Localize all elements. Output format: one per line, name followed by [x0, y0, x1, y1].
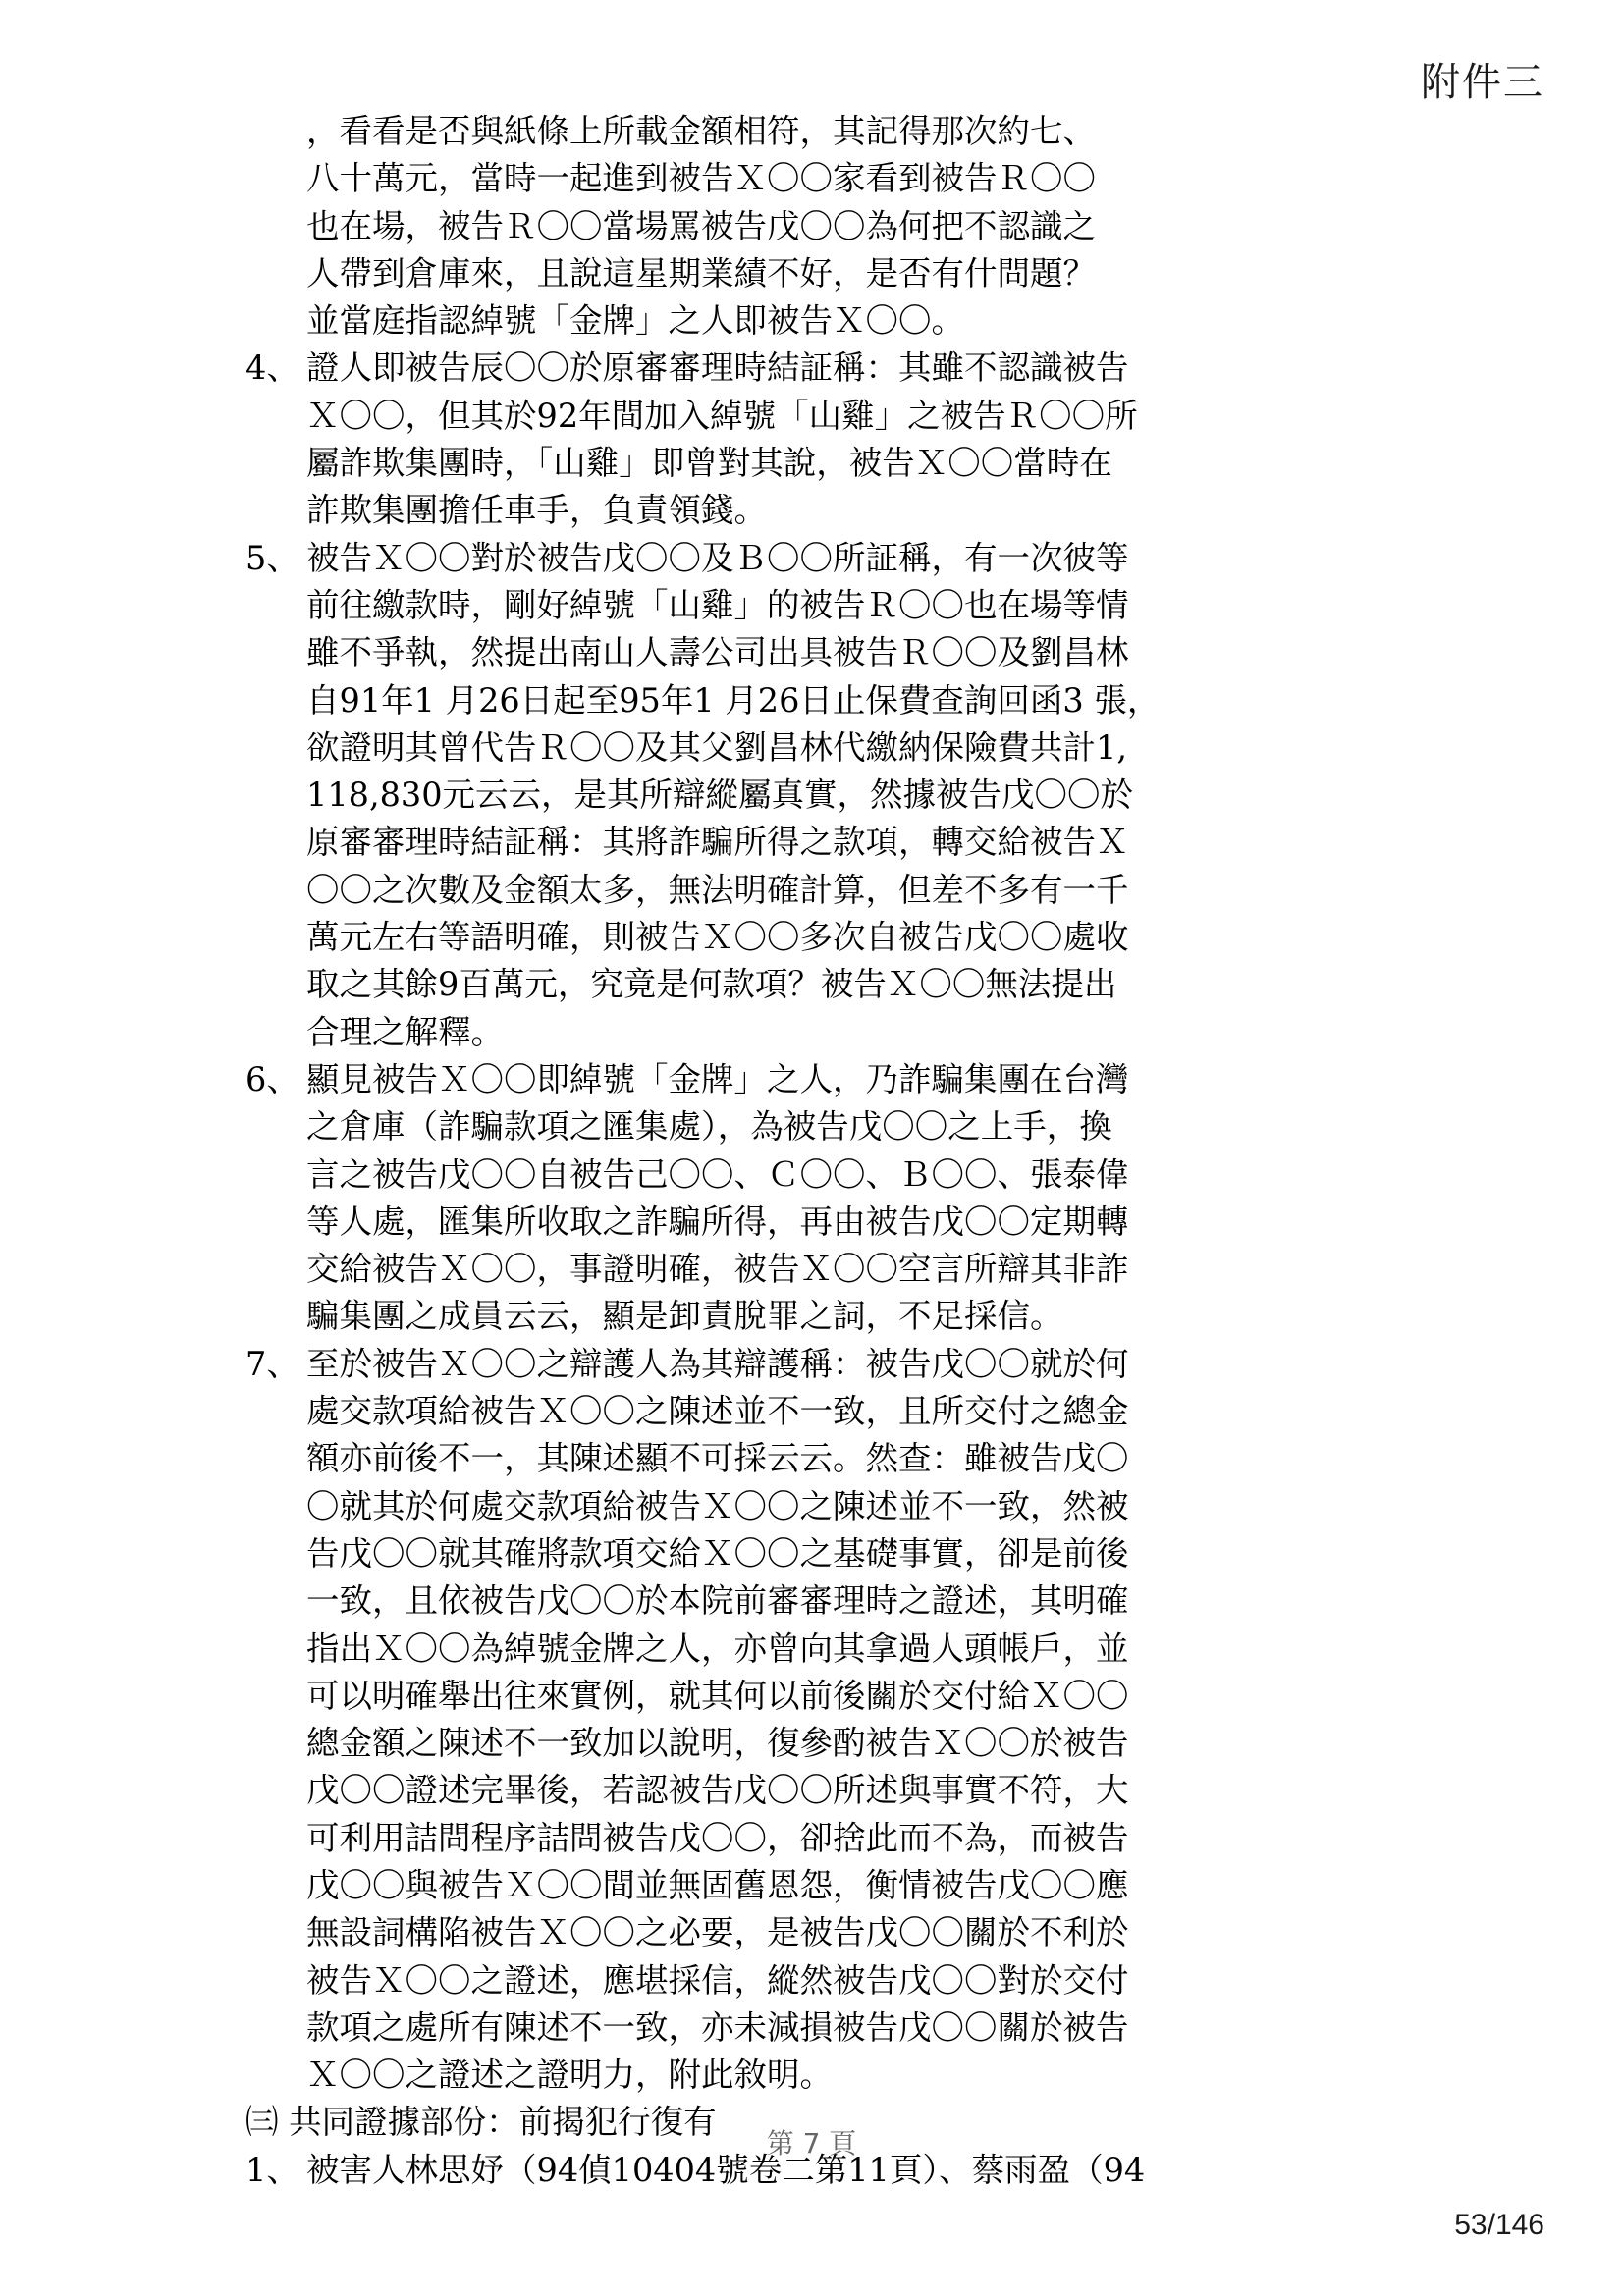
text-line: 交給被告Ｘ〇〇，事證明確，被告Ｘ〇〇空言所辯其非詐 [306, 1250, 1129, 1289]
section-heading: ㈢ 共同證據部份：前揭犯行復有 [245, 2103, 717, 2142]
text-line: 欲證明其曾代告Ｒ〇〇及其父劉昌林代繳納保險費共計1, [306, 727, 1127, 767]
text-line: 等人處，匯集所收取之詐騙所得，再由被告戊〇〇定期轉 [306, 1201, 1129, 1241]
text-line: 言之被告戊〇〇自被告己〇〇、Ｃ〇〇、Ｂ〇〇、張泰偉 [306, 1154, 1129, 1194]
text-line: 顯見被告Ｘ〇〇即綽號「金牌」之人，乃詐騙集團在台灣 [306, 1059, 1129, 1098]
text-line: 也在場，被告Ｒ〇〇當場罵被告戊〇〇為何把不認識之 [306, 206, 1096, 245]
text-line: 雖不爭執，然提出南山人壽公司出具被告Ｒ〇〇及劉昌林 [306, 633, 1129, 672]
text-line: 之倉庫（詐騙款項之匯集處），為被告戊〇〇之上手，換 [306, 1107, 1112, 1147]
text-line: 萬元左右等語明確，則被告Ｘ〇〇多次自被告戊〇〇處收 [306, 918, 1129, 957]
text-line: 總金額之陳述不一致加以說明，復參酌被告Ｘ〇〇於被告 [306, 1724, 1129, 1763]
text-line: 戊〇〇與被告Ｘ〇〇間並無固舊恩怨，衡情被告戊〇〇應 [306, 1865, 1129, 1904]
text-line: 指出Ｘ〇〇為綽號金牌之人，亦曾向其拿過人頭帳戶，並 [306, 1629, 1129, 1668]
text-line: 至於被告Ｘ〇〇之辯護人為其辯護稱：被告戊〇〇就於何 [306, 1344, 1129, 1383]
paragraph-item-6 [245, 1056, 1188, 1341]
text-line: 〇就其於何處交款項給被告Ｘ〇〇之陳述並不一致，然被 [306, 1486, 1129, 1525]
text-line: 並當庭指認綽號「金牌」之人即被告Ｘ〇〇。 [306, 301, 964, 341]
paragraph-item-5 [245, 535, 1188, 1056]
body-text [245, 108, 1188, 2194]
text-line: 無設詞構陷被告Ｘ〇〇之必要，是被告戊〇〇關於不利於 [306, 1913, 1129, 1952]
text-line: 告戊〇〇就其確將款項交給Ｘ〇〇之基礎事實，卻是前後 [306, 1533, 1129, 1573]
item-marker: 5、 [245, 538, 299, 577]
text-line: Ｘ〇〇，但其於92年間加入綽號「山雞」之被告Ｒ〇〇所 [306, 396, 1138, 435]
text-line: 118,830元云云，是其所辯縱屬真實，然據被告戊〇〇於 [306, 775, 1134, 815]
text-line: 可利用詰問程序詰問被告戊〇〇，卻捨此而不為，而被告 [306, 1818, 1129, 1857]
page-number: 第 7 頁 [766, 2127, 857, 2160]
text-line: 屬詐欺集團時，「山雞」即曾對其說，被告Ｘ〇〇當時在 [306, 444, 1112, 483]
text-line: 取之其餘9百萬元，究竟是何款項？被告Ｘ〇〇無法提出 [306, 965, 1117, 1004]
text-line: 被告Ｘ〇〇之證述，應堪採信，縱然被告戊〇〇對於交付 [306, 1960, 1129, 2000]
item-marker: 1、 [245, 2150, 299, 2189]
text-line: 可以明確舉出往來實例，就其何以前後關於交付給Ｘ〇〇 [306, 1676, 1129, 1715]
paragraph-continuation [245, 108, 1188, 345]
text-line: 原審審理時結証稱：其將詐騙所得之款項，轉交給被告Ｘ [306, 823, 1129, 862]
text-line: 款項之處所有陳述不一致，亦未減損被告戊〇〇關於被告 [306, 2007, 1129, 2047]
text-line: 八十萬元，當時一起進到被告Ｘ〇〇家看到被告Ｒ〇〇 [306, 159, 1096, 198]
attachment-label: 附件三 [1421, 60, 1544, 105]
paragraph-item-7 [245, 1341, 1188, 2100]
text-line: 詐欺集團擔任車手，負責領錢。 [306, 491, 767, 530]
text-line: 額亦前後不一，其陳述顯不可採云云。然查：雖被告戊〇 [306, 1439, 1129, 1478]
text-line: 一致，且依被告戊〇〇於本院前審審理時之證述，其明確 [306, 1581, 1129, 1621]
paragraph-item-4 [245, 345, 1188, 534]
text-line: 自91年1 月26日起至95年1 月26日止保費查詢回函3 張， [306, 680, 1161, 720]
text-line: 證人即被告辰〇〇於原審審理時結証稱：其雖不認識被告 [306, 348, 1129, 388]
item-marker: 7、 [245, 1344, 299, 1383]
text-line: 〇〇之次數及金額太多，無法明確計算，但差不多有一千 [306, 870, 1129, 909]
item-marker: 4、 [245, 348, 299, 388]
text-line: 人帶到倉庫來，且說這星期業績不好，是否有什問題？ [306, 253, 1096, 293]
item-marker: 6、 [245, 1059, 299, 1098]
text-line: ，看看是否與紙條上所載金額相符，其記得那次約七、 [306, 112, 1096, 150]
text-line: 處交款項給被告Ｘ〇〇之陳述並不一致，且所交付之總金 [306, 1392, 1129, 1431]
text-line: 被害人林思妤（94偵10404號卷二第11頁）、蔡雨盈（94 [306, 2150, 1146, 2189]
text-line: 被告Ｘ〇〇對於被告戊〇〇及Ｂ〇〇所証稱，有一次彼等 [306, 538, 1129, 577]
file-page-counter: 53/146 [1454, 2209, 1544, 2241]
text-line: 騙集團之成員云云，顯是卸責脫罪之詞，不足採信。 [306, 1297, 1063, 1336]
text-line: 戊〇〇證述完畢後，若認被告戊〇〇所述與事實不符，大 [306, 1771, 1129, 1810]
text-line: Ｘ〇〇之證述之證明力，附此敘明。 [306, 2056, 833, 2095]
text-line: 合理之解釋。 [306, 1012, 504, 1051]
text-line: 前往繳款時，剛好綽號「山雞」的被告Ｒ〇〇也在場等情 [306, 585, 1129, 624]
